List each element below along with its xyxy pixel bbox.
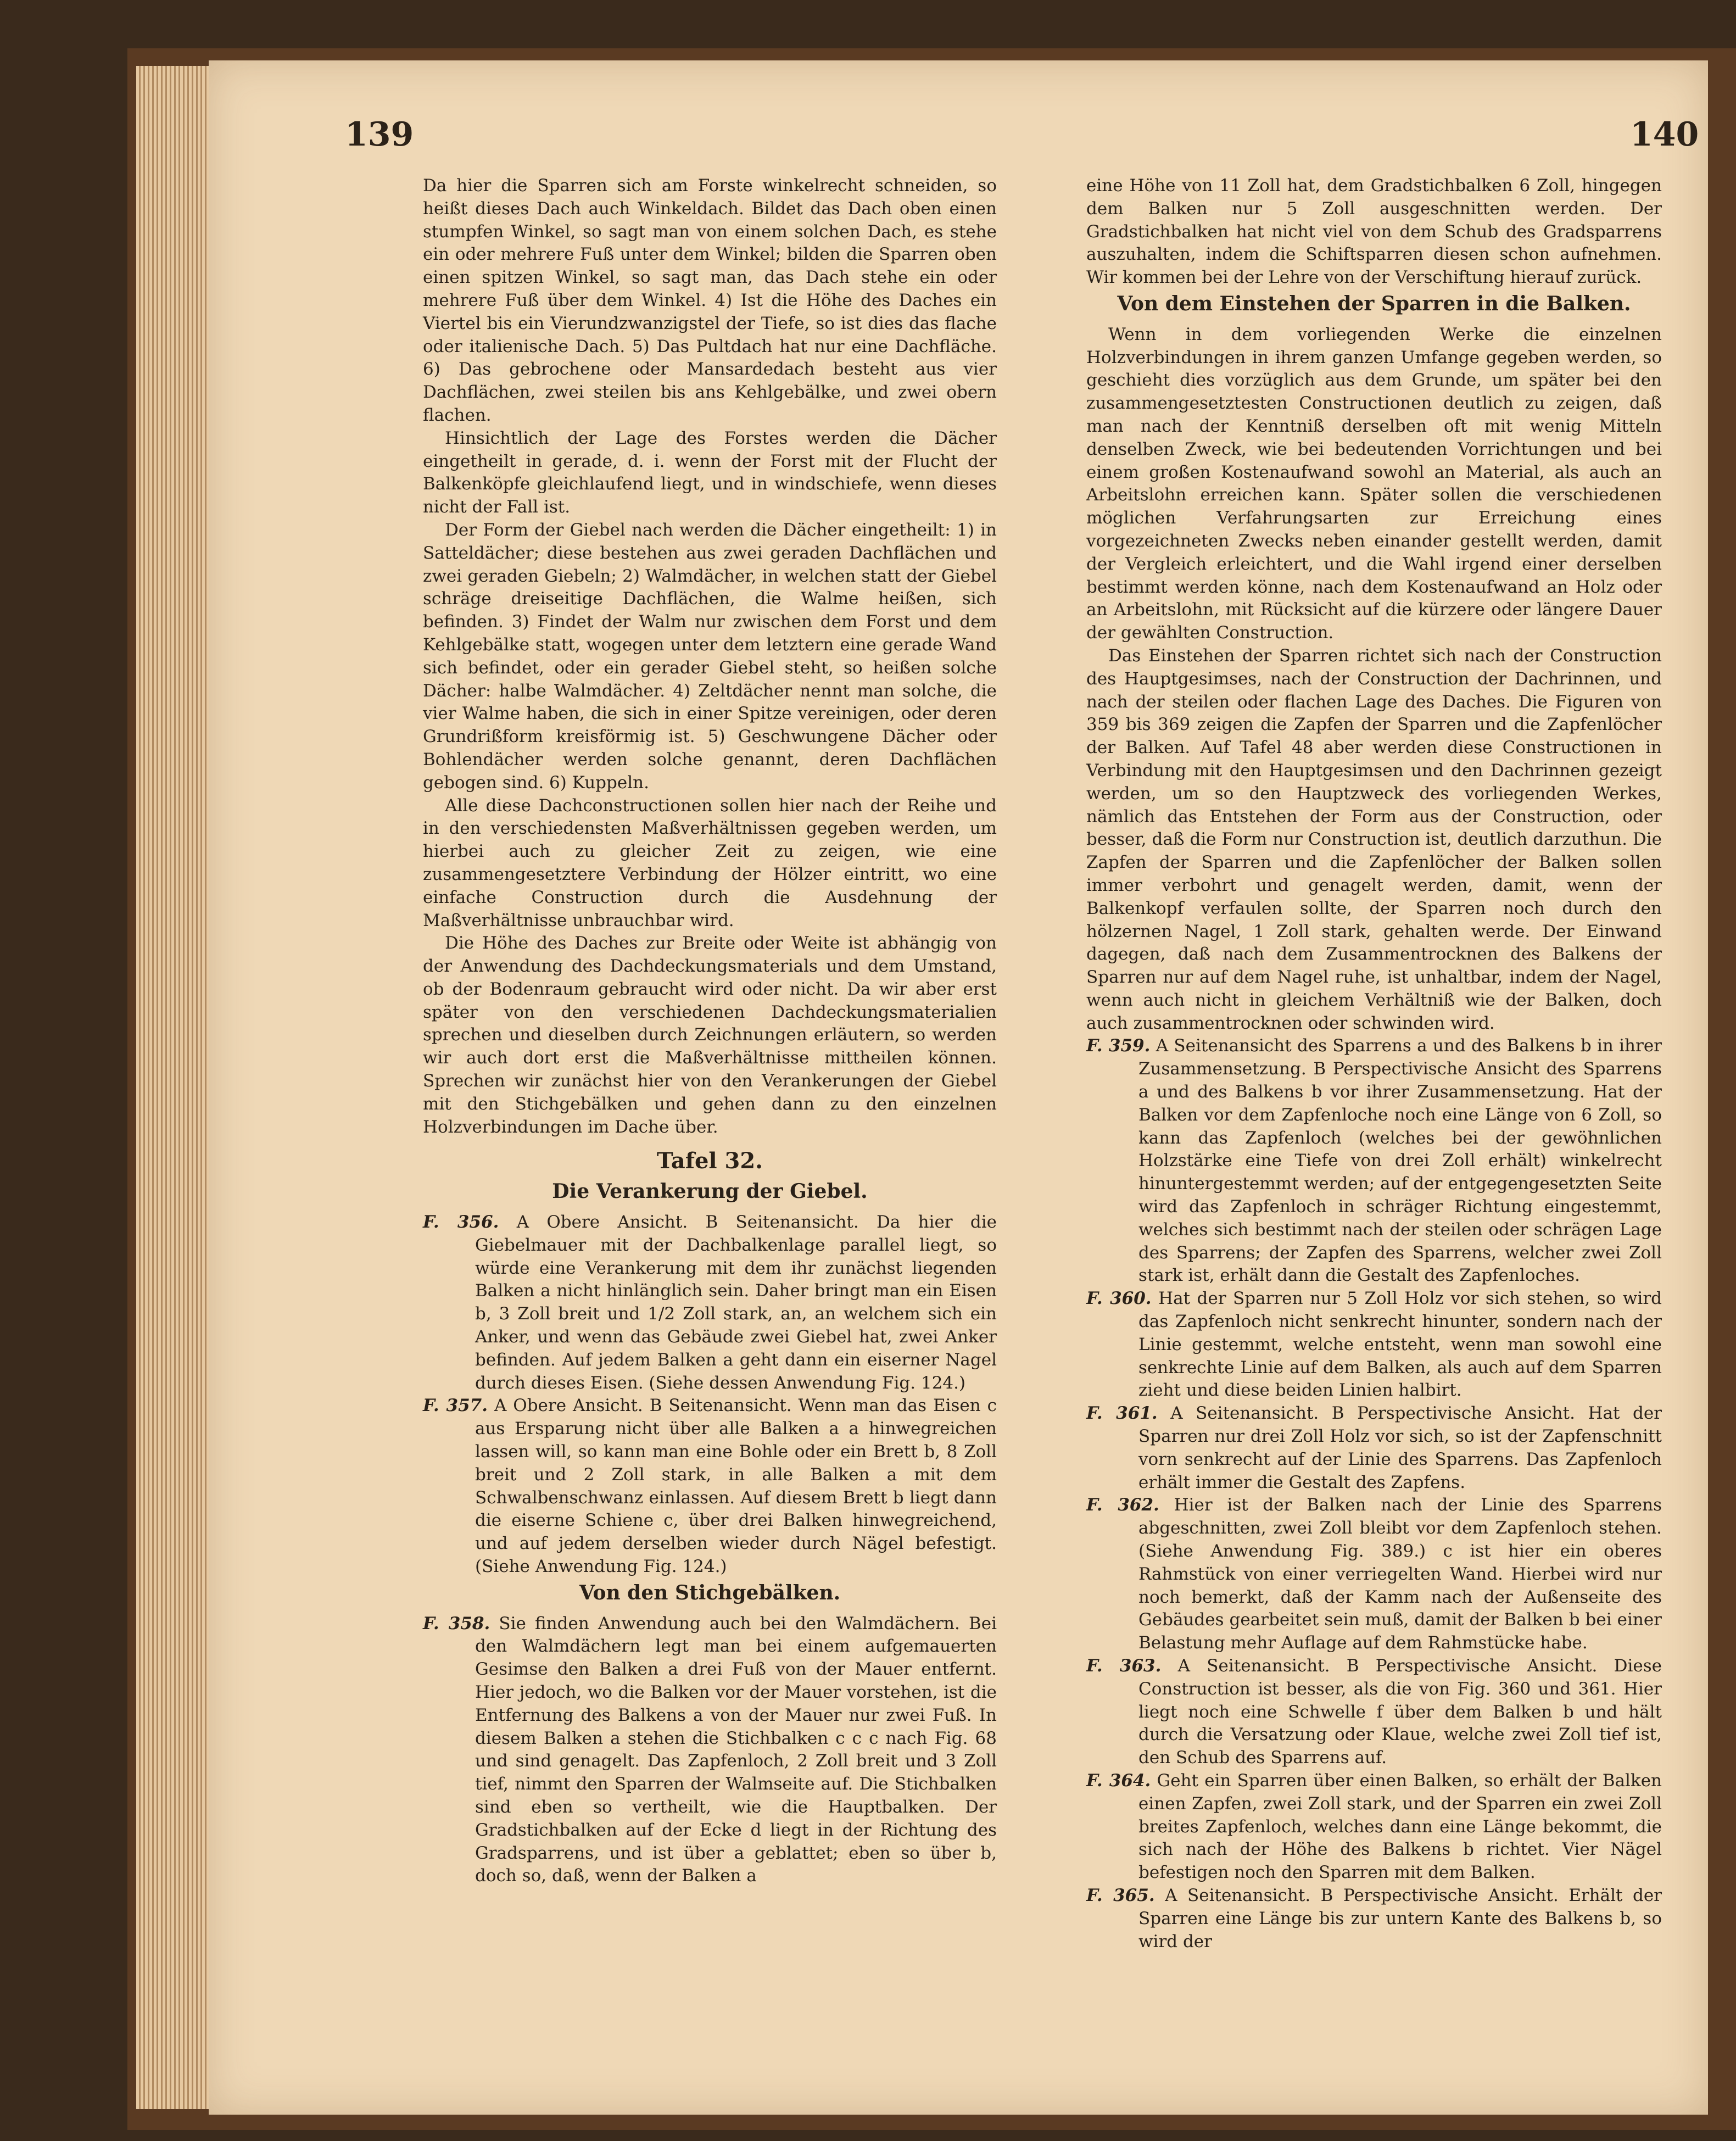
figure-code: F. 356. <box>423 1212 499 1233</box>
section-heading-tafel: Tafel 32. <box>656 1148 763 1174</box>
figure-text: Sie finden Anwendung auch bei den Walmdächern. Bei den Walmdächern legt man bei einem aufgemauerten Gesimse den Balken a drei Fuß von der Mauer entfernt. Hier jedoch, wo die Balken vor der Mauer vorstehen, ist die Entfernung des Balkens a von der Mauer nur zwei Fuß. In diesem Balken a stehen die Stichbalken c c c nach Fig. 68 und sind genagelt. Das Zapfenloch, 2 Zoll breit und 3 Zoll tief, nimmt den Sparren der Walmseite auf. Die Stichbalken sind eben so vertheilt, wie die Hauptbalken. Der Gradstichbalken auf der Ecke d liegt in der Richtung des Gradsparrens, und ist über a geblattet; eben so über b, doch so, daß, wenn der Balken a <box>475 1613 997 1886</box>
figure-text: A Obere Ansicht. B Seitenansicht. Da hier die Giebelmauer mit der Dachbalkenlage parallel liegt, so würde eine Verankerung mit dem ihr zunächst liegenden Balken a nicht hinlänglich sein. Daher bringt man ein Eisen b, 3 Zoll breit und 1/2 Zoll stark, an, an welchem sich ein Anker, und wenn das Gebäude zwei Giebel hat, zwei Anker befinden. Auf jedem Balken a geht dann ein eiserner Nagel durch dieses Eisen. (Siehe dessen Anwendung Fig. 124.) <box>475 1212 997 1393</box>
figure-text: A Seitenansicht. B Perspectivische Ansicht. Hat der Sparren nur drei Zoll Holz vor sich, so ist der Zapfenschnitt vorn senkrecht auf der Linie des Sparrens. Das Zapfenloch erhält immer die Gestalt des Zapfens. <box>1138 1403 1662 1492</box>
paragraph: Alle diese Dachconstructionen sollen hier nach der Reihe und in den verschiedensten Maßverhältnissen gegeben werden, um hierbei auch zu gleicher Zeit zu zeigen, wie eine zusammengesetztere Verbindung der Hölzer eintritt, wo eine einfache Construction durch die Ausdehnung der Maßverhältnisse unbrauchbar wird. <box>423 795 997 930</box>
figure-entry <box>1086 1770 1662 1884</box>
figure-entry <box>1086 1287 1662 1402</box>
figure-code: F. 361. <box>1086 1403 1158 1424</box>
figure-text: Hat der Sparren nur 5 Zoll Holz vor sich stehen, so wird das Zapfenloch nicht senkrecht hinunter, sondern nach der Linie gestemmt, welche entsteht, wenn man sowohl eine senkrechte Linie auf dem Balken, als auch auf dem Sparren zieht und diese beiden Linien halbirt. <box>1138 1289 1662 1401</box>
paragraph: eine Höhe von 11 Zoll hat, dem Gradstichbalken 6 Zoll, hingegen dem Balken nur 5 Zoll ausgeschnitten werden. Der Gradstichbalken hat nicht viel von dem Schub des Gradsparrens auszuhalten, indem die Schiftsparren diesen schon aufnehmen. Wir kommen bei der Lehre von der Verschiftung hierauf zurück. <box>1086 176 1662 288</box>
page-number-right: 140 <box>1630 115 1699 154</box>
figure-code: F. 357. <box>423 1396 488 1416</box>
section-heading-giebel: Die Verankerung der Giebel. <box>552 1180 868 1203</box>
paragraph: Die Höhe des Daches zur Breite oder Weite ist abhängig von der Anwendung des Dachdeckungsmaterials und dem Umstand, ob der Bodenraum gebraucht wird oder nicht. Da wir aber erst später von den verschiedenen Dachdeckungsmaterialien sprechen und dieselben durch Zeichnungen erläutern, so werden wir auch dort erst die Maßverhältnisse mittheilen können. Sprechen wir zunächst hier von den Verankerungen der Giebel mit den Stichgebälken und gehen dann zu den einzelnen Holzverbindungen im Dache über. <box>423 933 997 1137</box>
paragraph: Da hier die Sparren sich am Forste winkelrecht schneiden, so heißt dieses Dach auch Winkeldach. Bildet das Dach oben einen stumpfen Winkel, so sagt man von einem solchen Dach, es stehe ein oder mehrere Fuß unter dem Winkel; bilden die Sparren oben einen spitzen Winkel, so sagt man, das Dach stehe ein oder mehrere Fuß über dem Winkel. 4) Ist die Höhe des Daches ein Viertel bis ein Vierundzwanzigstel der Tiefe, so ist dies das flache oder italienische Dach. 5) Das Pultdach hat nur eine Dachfläche. 6) Das gebrochene oder Mansardedach besteht aus vier Dachflächen, zwei steilen bis ans Kehlgebälke, und zwei obern flachen. <box>423 176 997 425</box>
figure-text: Hier ist der Balken nach der Linie des Sparrens abgeschnitten, zwei Zoll bleibt vor dem Zapfenloch stehen. (Siehe Anwendung Fig. 389.) c ist hier ein oberes Rahmstück von einer verriegelten Wand. Hierbei wird nur noch bemerkt, daß der Kamm nach der Außenseite des Gebäudes gearbeitet sein muß, damit der Balken b bei einer Belastung mehr Auflage auf dem Rahmstücke habe. <box>1138 1495 1662 1653</box>
figure-entry <box>1086 1035 1662 1287</box>
paragraph: Das Einstehen der Sparren richtet sich nach der Construction des Hauptgesimses, nach der Construction der Dachrinnen, und nach der steilen oder flachen Lage des Daches. Die Figuren von 359 bis 369 zeigen die Zapfen der Sparren und die Zapfenlöcher der Balken. Auf Tafel 48 aber werden diese Constructionen in Verbindung mit den Hauptgesimsen und den Dachrinnen gezeigt werden, um so den Hauptzweck des vorliegenden Werkes, nämlich das Entstehen der Form aus der Construction, oder besser, daß die Form nur Construction ist, deutlich darzuthun. Die Zapfen der Sparren und die Zapfenlöcher der Balken sollen immer verbohrt und genagelt werden, damit, wenn der Balkenkopf verfaulen sollte, der Sparren noch durch den hölzernen Nagel, 1 Zoll stark, gehalten werde. Der Einwand dagegen, daß nach dem Zusammentrocknen des Balkens der Sparren nur auf dem Nagel ruhe, ist unhaltbar, indem der Nagel, wenn auch nicht in gleichem Verhältniß wie der Balken, doch auch zusammentrocknen oder schwinden wird. <box>1086 645 1662 1033</box>
paragraph: Wenn in dem vorliegenden Werke die einzelnen Holzverbindungen in ihrem ganzen Umfange gegeben werden, so geschieht dies vorzüglich aus dem Grunde, um später bei den zusammengesetztesten Constructionen deutlich zu zeigen, daß man nach der Kenntniß derselben oft mit wenig Mitteln denselben Zweck, wie bei bedeutenden Vorrichtungen und bei einem großen Kostenaufwand sowohl an Material, als auch an Arbeitslohn erreichen kann. Später sollen die verschiedenen möglichen Verfahrungsarten zur Erreichung eines vorgezeichneten Zwecks neben einander gestellt werden, damit der Vergleich erleichtert, und die Wahl irgend einer derselben bestimmt werden könne, nach dem Kostenaufwand an Holz oder an Arbeitslohn, mit Rücksicht auf die kürzere oder längere Dauer der gewählten Construction. <box>1086 324 1662 643</box>
figure-entry <box>1086 1402 1662 1494</box>
section-heading-stichgebaelke: Von den Stichgebälken. <box>579 1581 841 1604</box>
figure-text: A Seitenansicht des Sparrens a und des Balkens b in ihrer Zusammensetzung. B Perspectivische Ansicht des Sparrens a und des Balkens b vor ihrer Zusammensetzung. Hat der Balken vor dem Zapfenloche noch eine Länge von 6 Zoll, so kann das Zapfenloch (welches bei der gewöhnlichen Holzstärke eine Tiefe von drei Zoll erhält) winkelrecht hinuntergestemmt werden; auf der entgegengesetzten Seite wird das Zapfenloch in schräger Richtung eingestemmt, welches sich bestimmt nach der steilen oder schrägen Lage des Sparrens; der Zapfen des Sparrens, welcher zwei Zoll stark ist, erhält dann die Gestalt des Zapfenloches. <box>1138 1036 1662 1286</box>
figure-code: F. 365. <box>1086 1885 1155 1905</box>
right-column <box>1086 175 1662 1953</box>
figure-text: A Seitenansicht. B Perspectivische Ansicht. Erhält der Sparren eine Länge bis zur untern Kante des Balkens b, so wird der <box>1138 1885 1662 1952</box>
figure-entry <box>423 1613 997 1888</box>
figure-entry <box>1086 1884 1662 1953</box>
figure-entry <box>423 1395 997 1578</box>
figure-code: F. 358. <box>423 1613 490 1633</box>
page-number-left: 139 <box>345 115 414 154</box>
figure-code: F. 363. <box>1086 1656 1162 1676</box>
paragraph: Hinsichtlich der Lage des Forstes werden die Dächer eingetheilt in gerade, d. i. wenn der Forst mit der Flucht der Balkenköpfe gleichlaufend liegt, und in windschiefe, wenn dieses nicht der Fall ist. <box>423 428 997 517</box>
figure-code: F. 362. <box>1086 1495 1159 1515</box>
paragraph: Der Form der Giebel nach werden die Dächer eingetheilt: 1) in Satteldächer; diese bestehen aus zwei geraden Dachflächen und zwei geraden Giebeln; 2) Walmdächer, in welchen statt der Giebel schräge dreiseitige Dachflächen, die Walme heißen, sich befinden. 3) Findet der Walm nur zwischen dem Forst und dem Kehlgebälke statt, wogegen unter dem letztern eine gerade Wand sich befindet, oder ein gerader Giebel steht, so heißen solche Dächer: halbe Walmdächer. 4) Zeltdächer nennt man solche, die vier Walme haben, die sich in einer Spitze vereinigen, oder deren Grundrißform kreisförmig ist. 5) Geschwungene Dächer oder Bohlendächer werden solche genannt, deren Dachflächen gebogen sind. 6) Kuppeln. <box>423 520 997 793</box>
figure-code: F. 364. <box>1086 1770 1151 1791</box>
figure-text: Geht ein Sparren über einen Balken, so erhält der Balken einen Zapfen, zwei Zoll stark, und der Sparren ein zwei Zoll breites Zapfenloch, welches dann eine Länge bekommt, die sich nach der Höhe des Balkens b richtet. Vier Nägel befestigen noch den Sparren mit dem Balken. <box>1138 1770 1662 1883</box>
figure-entry <box>1086 1655 1662 1770</box>
figure-text: A Seitenansicht. B Perspectivische Ansicht. Diese Construction ist besser, als die von Fig. 360 und 361. Hier liegt noch eine Schwelle f über dem Balken b und hält durch die Versatzung oder Klaue, welche zwei Zoll tief ist, den Schub des Sparrens auf. <box>1138 1656 1662 1768</box>
figure-code: F. 360. <box>1086 1289 1152 1309</box>
figure-text: A Obere Ansicht. B Seitenansicht. Wenn man das Eisen c aus Ersparung nicht über alle Balken a a hinwegreichen lassen will, so kann man eine Bohle oder ein Brett b, 8 Zoll breit und 2 Zoll stark, in alle Balken a mit dem Schwalbenschwanz einlassen. Auf diesem Brett b liegt dann die eiserne Schiene c, über drei Balken hinwegreichend, und auf jedem derselben wieder durch Nägel befestigt. (Siehe Anwendung Fig. 124.) <box>475 1396 997 1577</box>
figure-code: F. 359. <box>1086 1036 1151 1056</box>
figure-entry <box>423 1211 997 1395</box>
figure-entry <box>1086 1494 1662 1655</box>
section-heading-einstehen: Von dem Einstehen der Sparren in die Balken. <box>1117 292 1631 315</box>
page-edges <box>136 66 219 2109</box>
left-column <box>423 175 997 1888</box>
